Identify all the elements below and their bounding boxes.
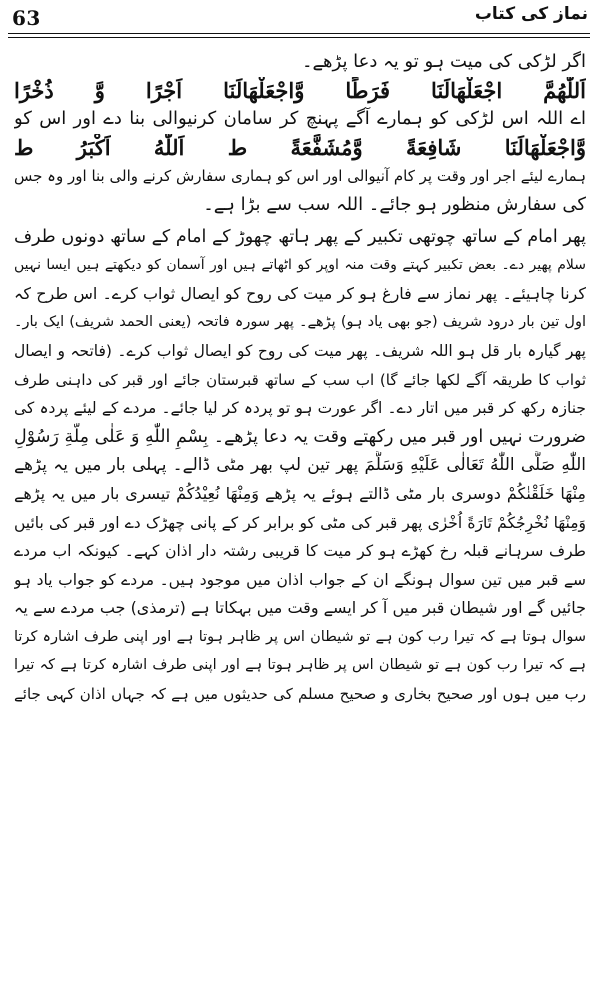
text-line: کی سفارش منظور ہو جائے۔ اللہ سب سے بڑا ہے۔ [203, 193, 586, 215]
text-line: اگر لڑکی کی میت ہو تو یہ دعا پڑھے۔ [301, 51, 586, 72]
text-line: ضرورت نہیں اور قبر میں رکھتے وقت یہ دعا پڑھے۔ بِسْمِ اللّٰهِ وَ عَلٰى مِلَّةِ رَسُوْلِ [14, 426, 586, 447]
page-body [14, 48, 586, 709]
text-line: رب میں ہوں اور صحیح بخاری و صحیح مسلم کی حدیثوں میں ہے کہ جہاں اذان کہی جائے [14, 685, 586, 704]
page-number: 63 [12, 6, 41, 30]
header-rule-thin [8, 37, 590, 38]
text-line: کرنا چاہیئے۔ پھر نماز سے فارغ ہو کر میت کی روح کو ایصال ثواب کرے۔ اس طرح کہ [14, 283, 586, 303]
text-line: ہمارے لیئے اجر اور وقت پر کام آنیوالی اور اس کو ہماری سفارش کرنے والی بنا اور وہ جس [14, 167, 586, 186]
text-line: سے قبر میں تین سوال ہونگے ان کے جواب اذان میں موجود ہیں۔ مردے کو جواب یاد ہو [14, 570, 586, 589]
text-line: سلام پھیر دے۔ بعض تکبیر کہتے وقت منہ اوپر کو اٹھاتے ہیں اور آسمان کو دیکھتے ہیں ایسا نہیں [14, 257, 586, 274]
text-line: سوال ہوتا ہے کہ تیرا رب کون ہے تو شیطان اس پر ظاہر ہوتا ہے اور اپنی طرف اشارہ کرتا [14, 628, 586, 645]
text-line: اول تین بار درود شریف (جو بھی یاد ہو) پڑھے۔ پھر سورہ فاتحہ (یعنی الحمد شریف) ایک بار۔ [14, 314, 586, 331]
book-title: نماز کی کتاب [474, 4, 588, 24]
text-line: اللّٰهِ صَلَّى اللّٰهُ تَعَالٰى عَلَيْهِ وَسَلَّمَ پھر تین لپ بھر مٹی ڈالے۔ پہلی بار میں یہ پڑھے [14, 455, 586, 476]
arabic-dua-line: وَّاجْعَلْهَالَنَا شَافِعَةً وَّمُشَفَّعَةً ط اَللّٰهُ اَكْبَرُ ط [14, 134, 586, 160]
text-line: ہے کہ تیرا رب کون ہے تو شیطان اس پر ظاہر ہوتا ہے اور اپنی طرف اشارہ کرتا ہے کہ تیرا [14, 657, 586, 674]
text-line: مِنْهَا خَلَقْنٰكُمْ دوسری بار مٹی ڈالتے ہوئے یہ پڑھے وَمِنْهَا نُعِيْدُكُمْ تیسری بار میں یہ پڑھے [14, 483, 586, 503]
text-line: جائیں گے اور شیطان قبر میں آ کر ایسے وقت میں بہکاتا ہے (ترمذی) جب مردے سے یہ [14, 598, 586, 618]
text-line: ثواب کا طریقہ آگے لکھا جائے گا) اب سب کے ساتھ قبرستان جائے اور قبر کی داہنی طرف [14, 370, 586, 389]
text-line: پھر امام کے ساتھ چوتھی تکبیر کے پھر ہاتھ چھوڑ کے امام کے ساتھ دونوں طرف [14, 226, 586, 247]
page-header [8, 4, 590, 34]
text-line: جنازہ رکھ کر قبر میں اتار دے۔ اگر عورت ہو تو پردہ کر لیا جائے۔ مردے کے لیئے پردہ کی [14, 399, 586, 418]
text-line: طرف سرہانے قبلہ رخ کھڑے ہو کر میت کا قریبی رشتہ دار اذان کہے۔ کیونکہ اب مردے [14, 542, 586, 561]
arabic-dua-line: اَللّٰهُمَّ اجْعَلْهَالَنَا فَرَطًا وَّاجْعَلْهَالَنَا اَجْرًا وَّ ذُخْرًا [14, 77, 586, 103]
text-line: وَمِنْهَا نُخْرِجُكُمْ تَارَةً اُخْرٰى پھر قبر کی مٹی کو برابر کر کے پانی چھڑک دے اور قبر کی بائیں [14, 513, 586, 532]
text-line: اے اللہ اس لڑکی کو ہمارے آگے پہنچ کر سامان کرنیوالی بنا دے اور اس کو [14, 108, 586, 130]
header-rule-thick [8, 33, 590, 34]
text-line: پھر گیارہ بار قل ہو اللہ شریف۔ پھر میت کی روح کو ایصال ثواب کرے۔ (فاتحہ و ایصال [14, 341, 586, 360]
